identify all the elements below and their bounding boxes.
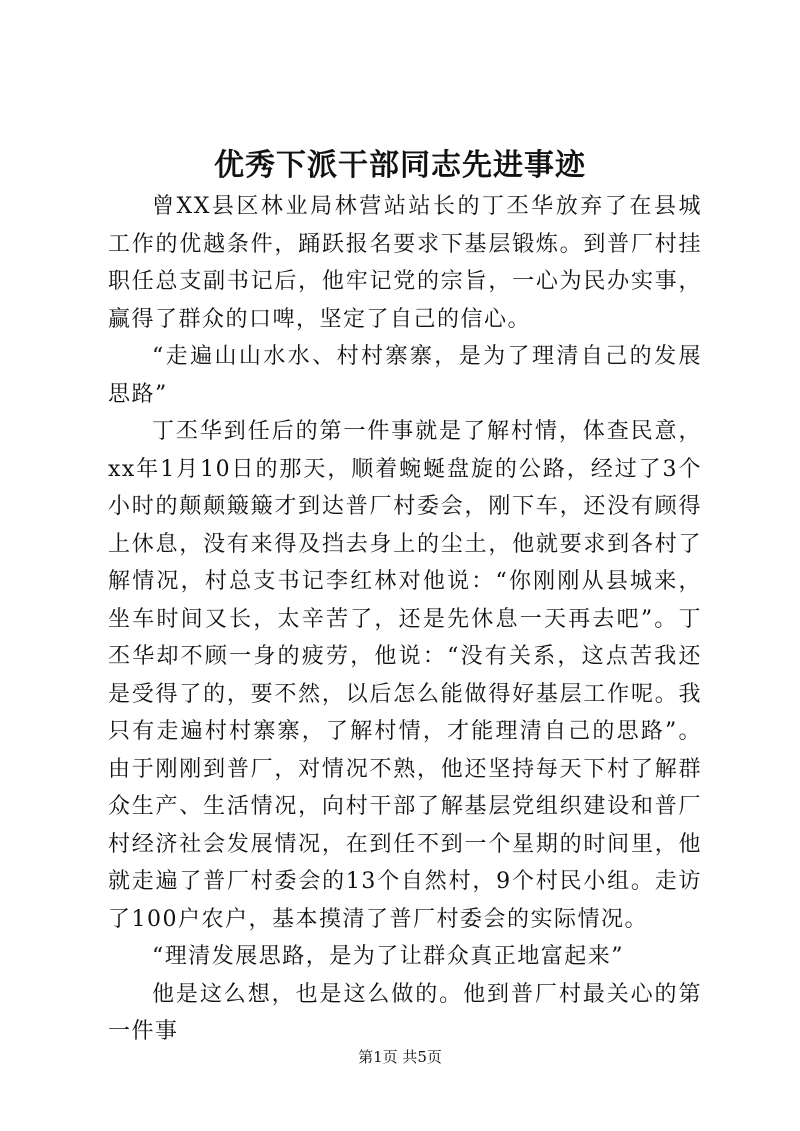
- section-heading-2: “理清发展思路，是为了让群众真正地富起来”: [152, 944, 624, 969]
- page-title: 优秀下派干部同志先进事迹: [214, 148, 586, 183]
- document-body: [108, 188, 702, 1051]
- paragraph-continuation: 他是这么想，也是这么做的。他到普厂村最关心的第一件事: [108, 981, 702, 1044]
- paragraph-intro: 曾XX县区林业局林营站站长的丁丕华放弃了在县城工作的优越条件，踊跃报名要求下基层锻炼。到普厂村挂职任总支副书记后，他牢记党的宗旨，一心为民办实事，赢得了群众的口啤，坚定了自己的信心。: [108, 194, 702, 332]
- section-heading-1: “走遍山山水水、村村寨寨，是为了理清自己的发展思路”: [108, 344, 702, 407]
- paragraph-village-visit: 丁丕华到任后的第一件事就是了解村情，体查民意，xx年1月10日的那天，顺着蜿蜒盘旋的公路，经过了3个小时的颠颠簸簸才到达普厂村委会，刚下车，还没有顾得上休息，没有来得及挡去身上的尘土，他就要求到各村了解情况，村总支书记李红林对他说：“你刚刚从县城来，坐车时间又长，太辛苦了，还是先休息一天再去吧”。丁丕华却不顾一身的疲劳，他说：“没有关系，这点苦我还是受得了的，要不然，以后怎么能做得好基层工作呢。我只有走遍村村寨寨，了解村情，才能理清自己的思路”。由于刚刚到普厂，对情况不熟，他还坚持每天下村了解群众生产、生活情况，向村干部了解基层党组织建设和普厂村经济社会发展情况，在到任不到一个星期的时间里，他就走遍了普厂村委会的13个自然村，9个村民小组。走访了100户农户，基本摸清了普厂村委会的实际情况。: [108, 419, 702, 932]
- page-footer: 第1页 共5页: [358, 1048, 442, 1066]
